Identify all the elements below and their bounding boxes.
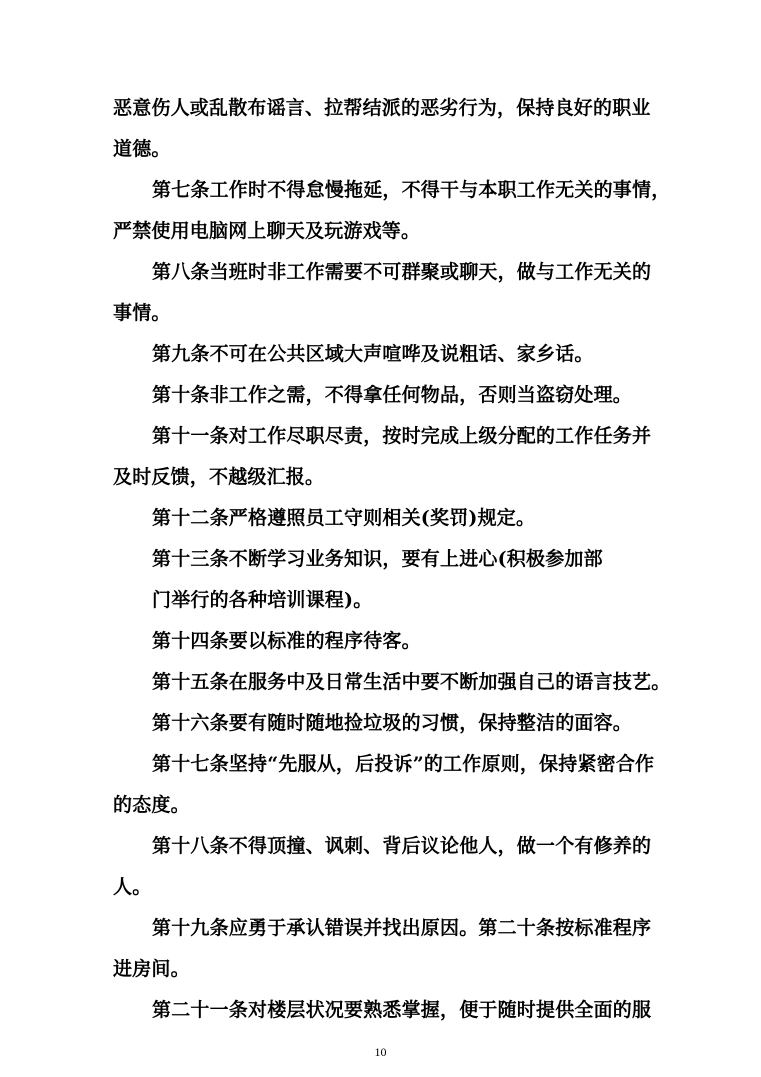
page-number: 10 [374, 1045, 387, 1059]
text-line: 第十六条要有随时随地捡垃圾的习惯，保持整洁的面容。 [152, 712, 633, 734]
text-line: 人。 [113, 876, 152, 898]
text-line: 第十七条坚持“先服从，后投诉”的工作原则，保持紧密合作 [152, 753, 655, 775]
text-line: 第十九条应勇于承认错误并找出原因。第二十条按标准程序 [152, 917, 652, 939]
document-body [113, 93, 671, 1036]
text-line: 道德。 [113, 138, 171, 160]
text-line: 门举行的各种培训课程)。 [152, 589, 373, 611]
text-line: 第十四条要以标准的程序待客。 [152, 630, 421, 652]
text-line: 事情。 [113, 302, 171, 324]
text-line: 第十三条不断学习业务知识，要有上进心(积极参加部 [152, 548, 603, 570]
text-line: 第八条当班时非工作需要不可群聚或聊天，做与工作无关的 [152, 261, 652, 283]
text-line: 第七条工作时不得怠慢拖延，不得干与本职工作无关的事情， [152, 179, 671, 201]
text-line: 恶意伤人或乱散布谣言、拉帮结派的恶劣行为，保持良好的职业 [113, 97, 651, 119]
text-line: 第十二条严格遵照员工守则相关(奖罚)规定。 [152, 507, 536, 529]
text-line: 严禁使用电脑网上聊天及玩游戏等。 [113, 220, 421, 242]
text-line: 的态度。 [113, 794, 190, 816]
text-line: 第二十一条对楼层状况要熟悉掌握，便于随时提供全面的服 [152, 999, 652, 1021]
text-line: 第十八条不得顶撞、讽刺、背后议论他人，做一个有修养的 [152, 835, 652, 857]
text-line: 及时反馈，不越级汇报。 [113, 466, 325, 488]
text-line: 第十五条在服务中及日常生活中要不断加强自己的语言技艺。 [152, 671, 671, 693]
text-line: 进房间。 [113, 958, 190, 980]
text-line: 第十一条对工作尽职尽责，按时完成上级分配的工作任务并 [152, 425, 652, 447]
text-line: 第十条非工作之需，不得拿任何物品，否则当盗窃处理。 [152, 384, 633, 406]
text-line: 第九条不可在公共区域大声喧哗及说粗话、家乡话。 [152, 343, 594, 365]
